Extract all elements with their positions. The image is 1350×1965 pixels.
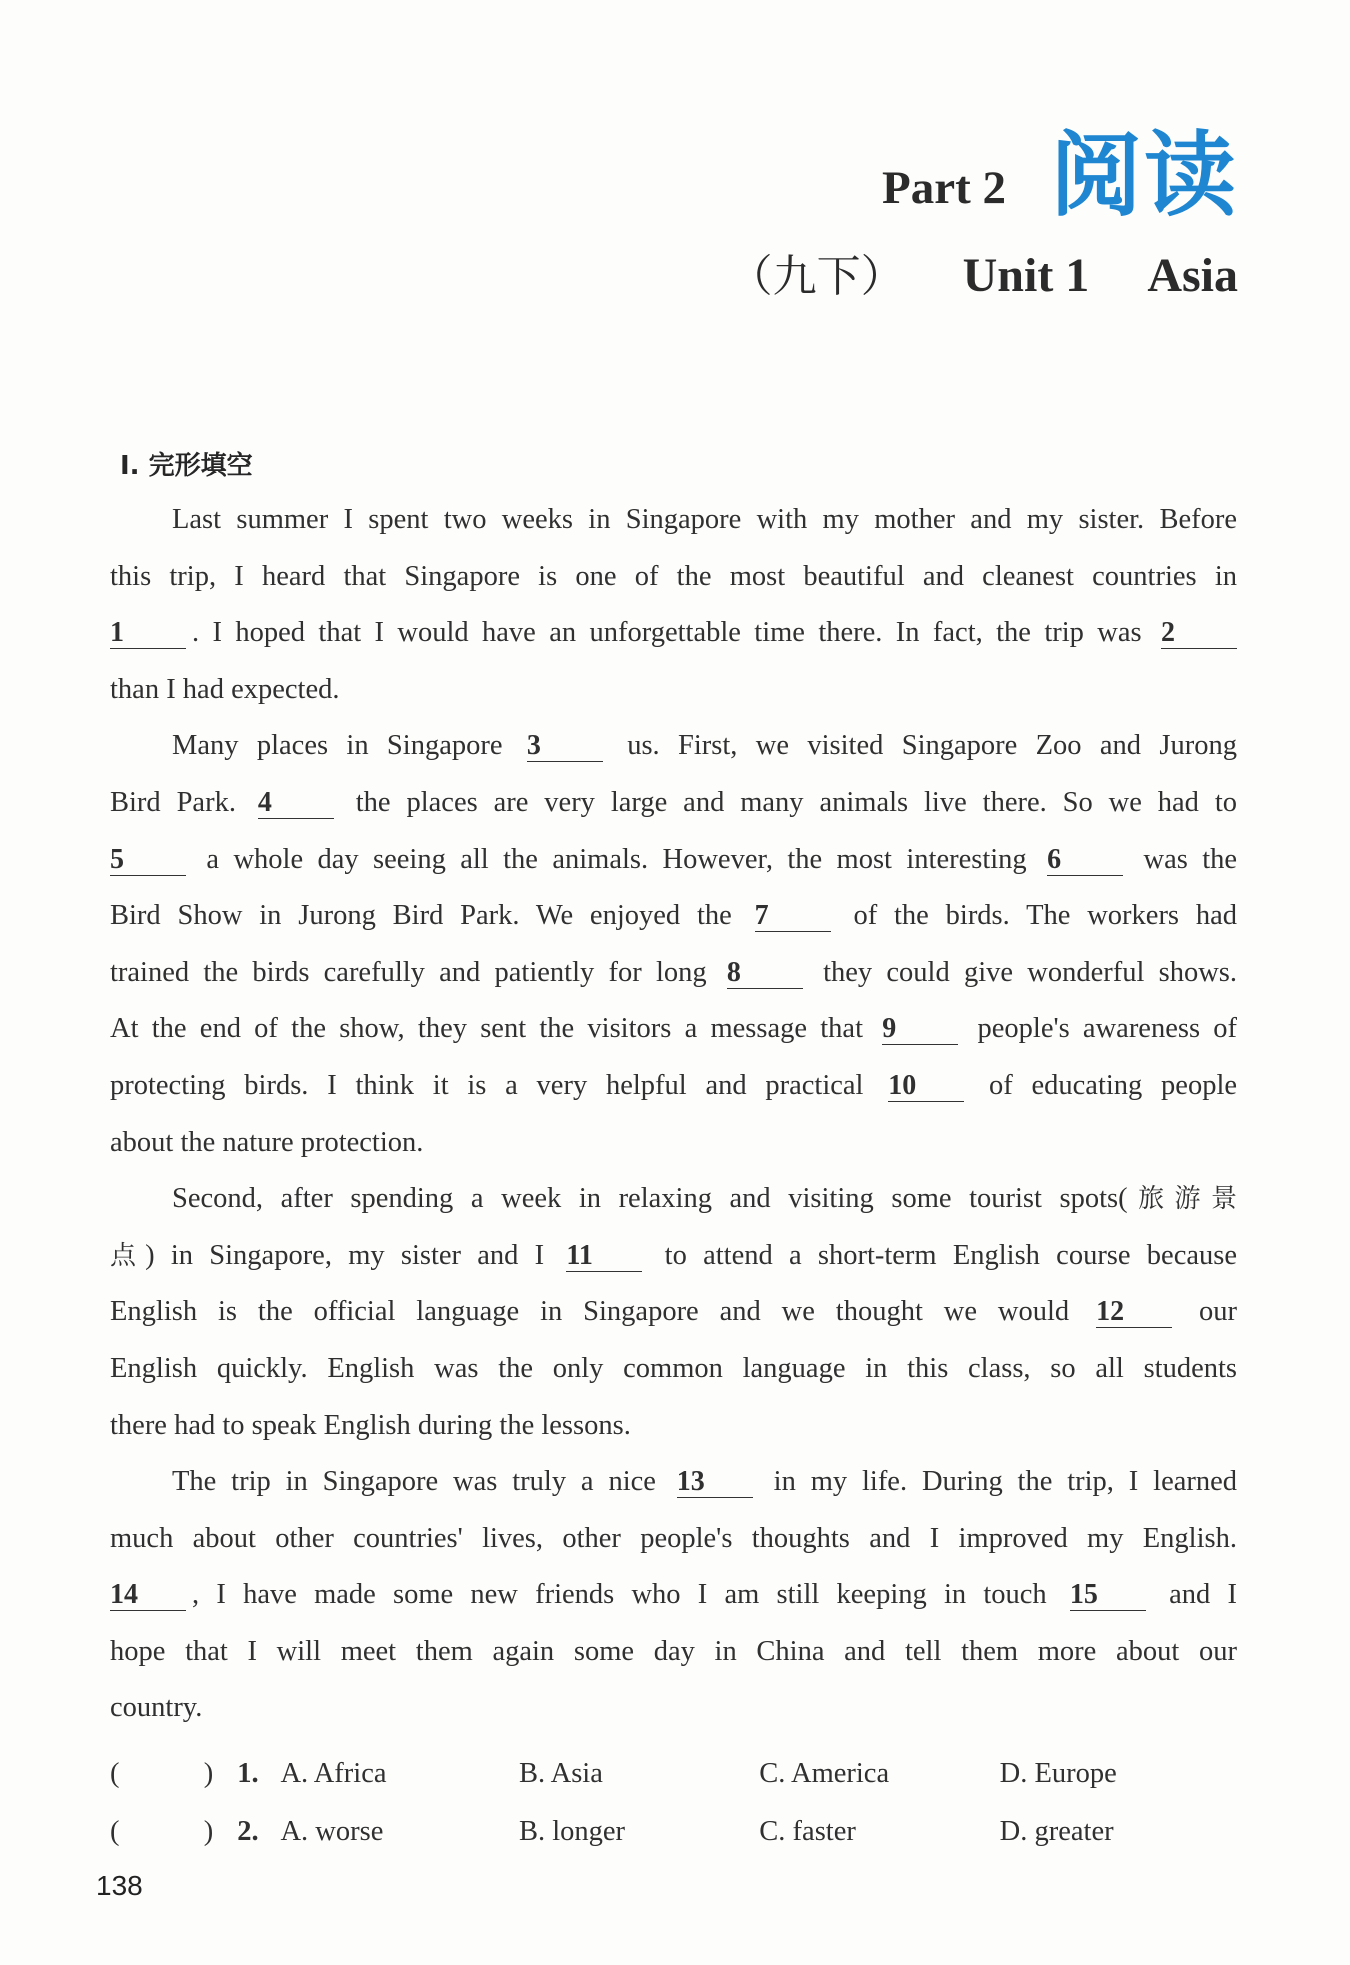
option-d[interactable]: D. Europe xyxy=(999,1758,1117,1789)
passage-line: this trip, I heard that Singapore is one of the most beautiful and cleanest countries in xyxy=(110,560,1237,592)
blank-8[interactable]: 8 xyxy=(727,958,803,989)
unit-number: Unit 1 xyxy=(962,249,1090,302)
unit-heading xyxy=(729,240,1238,304)
option-c[interactable]: C. faster xyxy=(759,1816,856,1847)
blank-4[interactable]: 4 xyxy=(258,788,334,819)
part-label: Part 2 xyxy=(882,162,1006,214)
passage-line: Bird Show in Jurong Bird Park. We enjoyed the 7 of the birds. The workers had xyxy=(110,900,1237,932)
passage-line: The trip in Singapore was truly a nice 13 in my life. During the trip, I learned xyxy=(172,1466,1238,1498)
option-a[interactable]: A. worse xyxy=(280,1816,384,1847)
blank-1[interactable]: 1 xyxy=(110,618,186,649)
passage-line: Bird Park. 4 the places are very large and many animals live there. So we had to xyxy=(110,786,1238,818)
passage-line: about the nature protection. xyxy=(110,1126,424,1158)
section-title: Ⅰ. 完形填空 xyxy=(120,451,253,481)
page-number: 138 xyxy=(96,1870,143,1901)
blank-5[interactable]: 5 xyxy=(110,845,186,876)
grade-label: （九下） xyxy=(728,251,905,302)
passage-line: hope that I will meet them again some day in China and tell them more about our xyxy=(110,1635,1237,1667)
passage-line: 点) in Singapore, my sister and I 11 to attend a short-term English course because xyxy=(110,1239,1237,1271)
passage-line: much about other countries' lives, other people's thoughts and I improved my English. xyxy=(110,1522,1237,1554)
blank-3[interactable]: 3 xyxy=(527,731,603,762)
option-d[interactable]: D. greater xyxy=(999,1816,1114,1847)
passage-line: Many places in Singapore 3 us. First, we visited Singapore Zoo and Jurong xyxy=(172,730,1237,762)
blank-7[interactable]: 7 xyxy=(755,901,831,932)
passage-line: English quickly. English was the only common language in this class, so all students xyxy=(110,1352,1237,1384)
blank-10[interactable]: 10 xyxy=(888,1071,964,1102)
question-number: 2. xyxy=(237,1816,259,1847)
blank-9[interactable]: 9 xyxy=(882,1014,958,1045)
question-list xyxy=(110,1745,1240,1861)
question-number: 1. xyxy=(237,1758,259,1789)
unit-name: Asia xyxy=(1147,249,1238,302)
part-title-cn: 阅读 xyxy=(1049,122,1238,229)
page-header xyxy=(728,122,1238,304)
passage-line: 5 a whole day seeing all the animals. However, the most interesting 6 was the xyxy=(110,843,1238,875)
blank-2[interactable]: 2 xyxy=(1161,618,1237,649)
question-row xyxy=(110,1745,1240,1803)
option-b[interactable]: B. longer xyxy=(518,1816,626,1847)
part-heading xyxy=(729,122,1238,229)
passage-line: 14 , I have made some new friends who I am still keeping in touch 15 and I xyxy=(110,1579,1238,1611)
passage-line: Last summer I spent two weeks in Singapore with my mother and my sister. Before xyxy=(172,504,1237,535)
question-row xyxy=(110,1803,1240,1861)
blank-13[interactable]: 13 xyxy=(677,1467,753,1498)
blank-6[interactable]: 6 xyxy=(1047,845,1123,876)
passage-line: 1 . I hoped that I would have an unforgettable time there. In fact, the trip was 2 xyxy=(110,605,1237,662)
cloze-section xyxy=(110,445,1237,1737)
blank-12[interactable]: 12 xyxy=(1096,1297,1172,1328)
passage-line: country. xyxy=(110,1692,203,1724)
blank-11[interactable]: 11 xyxy=(566,1241,642,1272)
option-a[interactable]: A. Africa xyxy=(280,1758,387,1789)
passage-line: Second, after spending a week in relaxing and visiting some tourist spots(旅游景 xyxy=(172,1183,1237,1215)
option-c[interactable]: C. America xyxy=(759,1758,890,1789)
passage-line: English is the official language in Singapore and we thought we would 12 our xyxy=(110,1296,1237,1328)
passage-line: At the end of the show, they sent the visitors a message that 9 people's awareness of xyxy=(110,1013,1238,1045)
answer-parentheses[interactable]: ( ) xyxy=(110,1816,214,1847)
passage-line: trained the birds carefully and patiently for long 8 they could give wonderful shows. xyxy=(110,956,1238,988)
passage-line: than I had expected. xyxy=(110,673,340,705)
answer-parentheses[interactable]: ( ) xyxy=(110,1758,214,1789)
blank-15[interactable]: 15 xyxy=(1070,1580,1146,1611)
option-b[interactable]: B. Asia xyxy=(518,1758,603,1789)
passage-line: protecting birds. I think it is a very helpful and practical 10 of educating people xyxy=(110,1069,1238,1101)
passage-line: there had to speak English during the lessons. xyxy=(110,1409,631,1441)
blank-14[interactable]: 14 xyxy=(110,1580,186,1611)
